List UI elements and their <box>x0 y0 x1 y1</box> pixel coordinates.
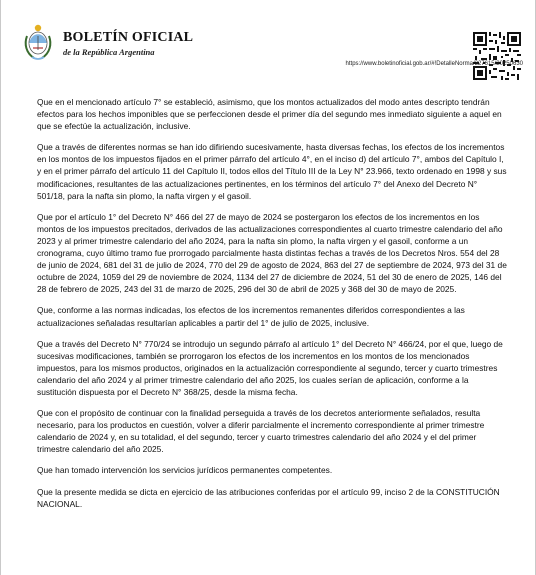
considerando-paragraph: Que por el artículo 1° del Decreto N° 466 del 27 de mayo de 2024 se postergaron los efectos de los incrementos en los montos de los impuestos precitados, derivados de las actualizaciones correspondientes al cuarto trimestre calendario del año 2023 y al primer trimestre calendario del año 2024, para la nafta sin plomo, la nafta virgen y el gasoil, conforme a un cronograma, cuyo último tramo fue prorrogado parcialmente hasta distintas fechas a través de los Decretos Nros. 554 del 28 de junio de 2024, 681 del 31 de julio de 2024, 770 del 29 de agosto de 2024, 863 del 27 de septiembre de 2024, 973 del 31 de octubre de 2024, 1059 del 29 de noviembre de 2024, 1134 del 27 de diciembre de 2024, 51 del 30 de enero de 2025, 146 del 28 de febrero de 2025, 243 del 31 de marzo de 2025, 296 del 30 de abril de 2025 y 368 del 30 de mayo de 2025. <box>37 211 507 295</box>
document-url[interactable]: https://www.boletinoficial.gob.ar/#!DetalleNorma/327615/20250630 <box>345 61 523 67</box>
considerando-paragraph: Que a través de diferentes normas se han ido difiriendo sucesivamente, hasta diversas fechas, los efectos de los incrementos en los montos de los impuestos fijados en el primer párrafo del artículo 4°, en el inciso d) del artículo 7°, ambos del Capítulo I, y en el primer párrafo del artículo 11 del Capítulo II, todos ellos del Título III de la Ley N° 23.966, texto ordenado en 1998 y sus modificaciones, resultantes de las actualizaciones pertinentes, en los términos del artículo 7° del Anexo del Decreto N° 501/18, para la nafta sin plomo, la nafta virgen y el gasoil. <box>37 142 507 201</box>
publication-subtitle: de la República Argentina <box>63 47 155 57</box>
considerando-paragraph: Que con el propósito de continuar con la finalidad perseguida a través de los decretos anteriormente señalados, resulta necesario, para los productos en cuestión, volver a diferir parcialmente el incremento correspondiente al primer trimestre calendario de 2024 y, en su totalidad, el del segundo, tercer y cuarto trimestres calendario del año 2024 y el del primer trimestre calendario del año 2025. <box>37 408 485 455</box>
document-body <box>37 96 507 519</box>
considerando-paragraph: Que han tomado intervención los servicios jurídicos permanentes competentes. <box>37 465 333 476</box>
national-coat-of-arms-icon <box>21 22 55 62</box>
qr-code-icon <box>473 32 521 80</box>
considerando-paragraph: Que la presente medida se dicta en ejercicio de las atribuciones conferidas por el artículo 99, inciso 2 de la CONSTITUCIÓN NACIONAL. <box>37 486 500 509</box>
considerando-paragraph: Que en el mencionado artículo 7° se estableció, asimismo, que los montos actualizados del modo antes descripto tendrán efectos para los hechos imponibles que se perfeccionen desde el primer día del segundo mes inmediato siguiente a aquel en que se efectúe la actualización, inclusive. <box>37 97 502 132</box>
publication-title: BOLETÍN OFICIAL <box>63 30 194 45</box>
considerando-paragraph: Que, conforme a las normas indicadas, los efectos de los incrementos remanentes diferidos correspondientes a las actualizaciones señaladas resultarían aplicables a partir del 1° de julio de 2025, inclusive. <box>37 305 465 328</box>
considerando-paragraph: Que a través del Decreto N° 770/24 se introdujo un segundo párrafo al artículo 1° del Decreto N° 466/24, por el que, luego de sucesivas modificaciones, también se prorrogaron los efectos de los incrementos en los montos de los mencionados impuestos, para los mismos productos, originados en la actualización correspondiente al segundo, tercer y cuarto trimestres calendario del año 2024 y al primer trimestre calendario del año 2025, los cuales serían de aplicación, conforme a la sustitución dispuesta por el Decreto N° 368/25, desde la misma fecha. <box>37 338 503 397</box>
